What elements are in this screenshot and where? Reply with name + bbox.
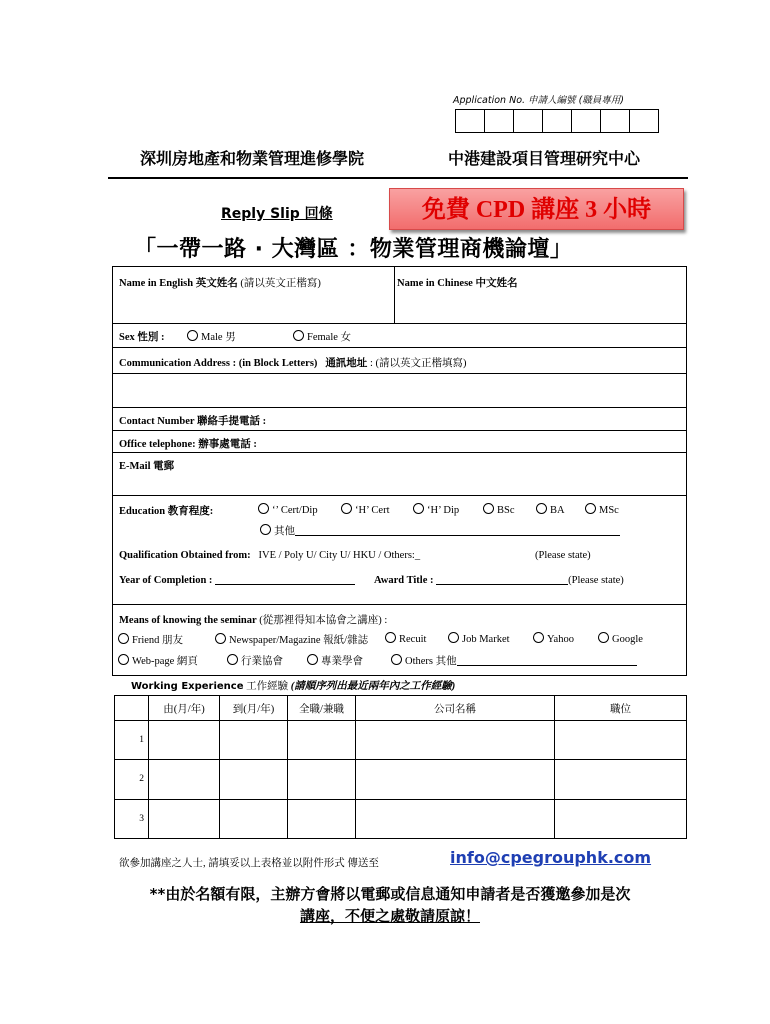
row-number: 3 [115, 799, 149, 838]
footer-line-1: **由於名額有限，主辦方會將以電郵或信息通知申請者是否獲邀參加是次 [149, 885, 631, 903]
means-google-radio[interactable]: Google [598, 632, 643, 645]
edu-ba-radio[interactable]: BA [536, 503, 565, 516]
year-completion-field[interactable]: Year of Completion : [119, 575, 355, 586]
application-number-label: Application No. 申請人編號 (職員專用) [453, 95, 624, 106]
name-english-field[interactable]: Name in English 英文姓名 (請以英文正楷寫) [119, 278, 321, 289]
institute-left: 深圳房地產和物業管理進修學院 [140, 149, 365, 168]
table-row [115, 799, 687, 838]
footer-notice [100, 883, 680, 927]
registration-form [112, 266, 687, 605]
means-webpage-radio[interactable]: Web-page 網頁 [118, 653, 198, 668]
edu-bsc-radio[interactable]: BSc [483, 503, 515, 516]
means-label: Means of knowing the seminar (從那裡得知本協會之講座) : [119, 615, 388, 626]
col-company: 公司名稱 [356, 696, 555, 721]
sex-field: Sex 性別 : [119, 332, 165, 343]
edu-msc-radio[interactable]: MSc [585, 503, 619, 516]
edu-h-dip-radio[interactable]: ‘H’ Dip [413, 503, 459, 516]
means-friend-radio[interactable]: Friend 朋友 [118, 632, 183, 647]
means-yahoo-radio[interactable]: Yahoo [533, 632, 574, 645]
means-newspaper-radio[interactable]: Newspaper/Magazine 報紙/雜誌 [215, 632, 368, 647]
submit-email-link[interactable]: info@cpegrouphk.com [450, 848, 652, 867]
means-professional-body-radio[interactable]: 專業學會 [307, 653, 363, 668]
table-row [115, 721, 687, 760]
cpd-banner: 免費 CPD 講座 3 小時 [389, 188, 684, 230]
means-job-market-radio[interactable]: Job Market [448, 632, 510, 645]
means-recruit-radio[interactable]: Recuit [385, 632, 426, 645]
edu-h-cert-radio[interactable]: ‘H’ Cert [341, 503, 390, 516]
female-radio[interactable]: Female 女 [293, 329, 351, 344]
row-number: 2 [115, 760, 149, 799]
education-label: Education 教育程度: [119, 506, 214, 517]
office-telephone-field[interactable]: Office telephone: 辦事處電話 : [119, 439, 257, 450]
means-section [112, 604, 687, 676]
institute-right: 中港建設項目管理研究中心 [448, 149, 641, 168]
col-position: 職位 [555, 696, 687, 721]
edu-other-radio[interactable]: 其他 [260, 523, 620, 538]
work-experience-title: Working Experience 工作經驗 (請順序列出最近兩年內之工作經驗) [131, 681, 456, 692]
header-divider [108, 177, 688, 179]
award-title-field[interactable]: Award Title : (Please state) [374, 575, 624, 586]
col-to: 到(月/年) [220, 696, 288, 721]
application-number-boxes[interactable] [455, 109, 659, 133]
reply-slip-title: Reply Slip 回條 [221, 206, 333, 222]
qualification-please-state: (Please state) [535, 550, 591, 561]
footer-line-2: 講座，不便之處敬請原諒！ [299, 907, 480, 925]
work-experience-table [114, 695, 687, 839]
row-number: 1 [115, 721, 149, 760]
qualification-field[interactable]: Qualification Obtained from: IVE / Poly U/ City U/ HKU / Others:_ [119, 550, 421, 561]
male-radio[interactable]: Male 男 [187, 329, 236, 344]
contact-number-field[interactable]: Contact Number 聯絡手提電話 : [119, 416, 267, 427]
seminar-headline: 「一帶一路 · 大灣區 ：物業管理商機論壇」 [134, 237, 573, 262]
address-field[interactable]: Communication Address : (in Block Letters) 通訊地址 : (請以英文正楷填寫) [119, 358, 467, 369]
means-others-radio[interactable]: Others 其他 [391, 653, 637, 668]
means-industry-assoc-radio[interactable]: 行業協會 [227, 653, 283, 668]
submit-note: 欲參加講座之人士, 請填妥以上表格並以附件形式 傳送至 [119, 858, 379, 869]
email-field[interactable]: E-Mail 電郵 [119, 461, 175, 472]
col-from: 由(月/年) [149, 696, 220, 721]
name-chinese-field[interactable]: Name in Chinese 中文姓名 [397, 278, 518, 289]
table-row [115, 760, 687, 799]
edu-cert-dip-radio[interactable]: ‘’ Cert/Dip [258, 503, 318, 516]
col-type: 全職/兼職 [288, 696, 356, 721]
